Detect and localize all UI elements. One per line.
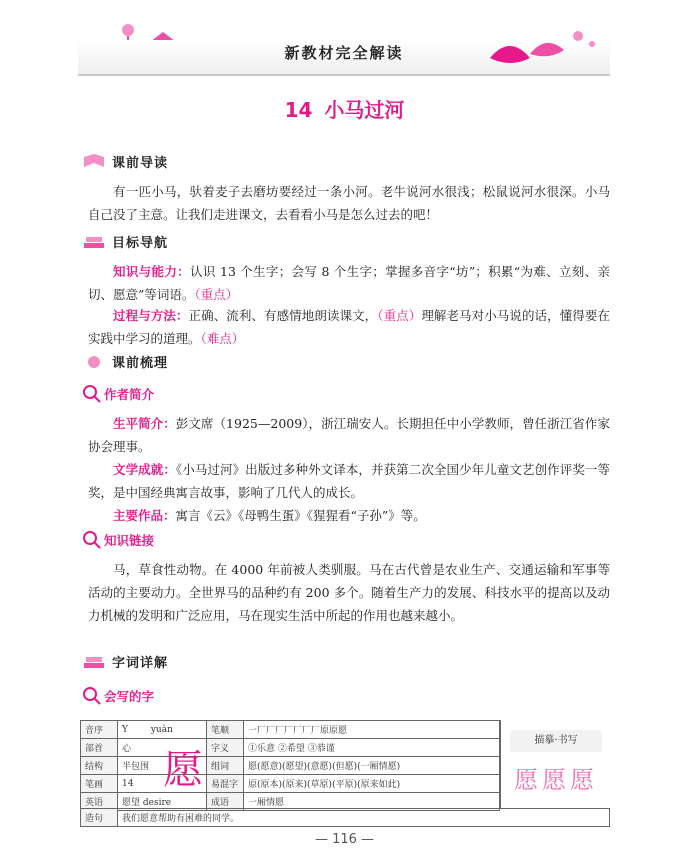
character-card — [80, 720, 610, 826]
author-achievement — [88, 458, 610, 504]
books-stack-icon — [82, 653, 106, 671]
practice-box — [500, 720, 611, 808]
sentence-row — [80, 808, 610, 827]
section-label: 课前导读 — [112, 156, 169, 171]
goal-knowledge-mark: （重点） — [194, 287, 239, 302]
confuse-value: 原(原本)(原来)(草原)(平原)(原来如此) — [244, 775, 500, 793]
lesson-title — [0, 94, 689, 123]
compound-key: 组词 — [207, 757, 244, 775]
bird-decoration-icon — [460, 18, 610, 74]
target-character: 愿 — [163, 747, 203, 793]
page-header — [78, 18, 610, 74]
goal-process-mark-1: （重点） — [377, 308, 422, 323]
section-label: 课前梳理 — [112, 356, 169, 371]
author-bio — [88, 412, 610, 458]
author-bio-text: 彭文席（1925—2009），浙江瑞安人。长期担任中小学教师，曾任浙江省作家协会理事。 — [88, 416, 610, 454]
sentence-value: 我们愿意帮助有困难的同学。 — [118, 809, 610, 827]
subsection-author — [82, 384, 154, 404]
goal-process — [88, 304, 610, 350]
sparkle-icon — [82, 353, 106, 371]
strokes-key: 笔画 — [81, 775, 118, 793]
goal-knowledge-label: 知识与能力： — [113, 264, 191, 279]
books-stack-icon — [82, 233, 106, 251]
page-number: — 116 — — [314, 832, 375, 847]
structure-key: 结构 — [81, 757, 118, 775]
english-key: 英语 — [81, 793, 118, 811]
subsection-label: 作者简介 — [104, 387, 155, 402]
knowledge-paragraph: 马，草食性动物。在 4000 年前被人类驯服。马在古代曾是农业生产、交通运输和军事等活动的主要动力。全世界马的品种约有 200 多个。随着生产力的发展、科技水平的提高以及动力机械的发明和广泛应用，马在现实生活中所起的作用也越来越小。 — [88, 562, 610, 623]
goal-knowledge-text: 认识 13 个生字；会写 8 个生字；掌握多音字“坊”；积累“为难、立刻、亲切、愿意”等词语。 — [88, 264, 610, 302]
pinyin-value: Y yuàn — [118, 721, 207, 739]
subsection-write-words — [82, 686, 154, 706]
lesson-name: 小马过河 — [324, 98, 405, 122]
compound-value: 愿(愿意)(愿望)(意愿)(但愿)(一厢情愿) — [244, 757, 500, 775]
author-bio-label: 生平简介： — [113, 416, 176, 431]
practice-heading: 描摹·书写 — [510, 730, 602, 752]
magnifier-icon — [82, 530, 102, 550]
lesson-number: 14 — [284, 98, 313, 122]
structure-value: 半包围 — [118, 757, 207, 775]
subsection-label: 会写的字 — [104, 689, 155, 704]
goal-knowledge — [88, 260, 610, 306]
section-label: 目标导航 — [112, 236, 169, 251]
subsection-knowledge — [82, 530, 154, 550]
confuse-key: 易混字 — [207, 775, 244, 793]
section-label: 字词详解 — [112, 656, 169, 671]
idiom-value: 一厢情愿 — [244, 793, 500, 811]
author-works-label: 主要作品： — [113, 508, 176, 523]
pre-read-paragraph: 有一匹小马，驮着麦子去磨坊要经过一条小河。老牛说河水很浅；松鼠说河水很深。小马自己没了主意。让我们走进课文，去看看小马是怎么过去的吧！ — [88, 184, 610, 222]
goal-process-text-2: 理解老马对小马说的话，懂得要在实践中学习的道理。 — [88, 308, 610, 346]
strokes-value: 14 — [118, 775, 207, 793]
goal-process-label: 过程与方法： — [113, 308, 189, 323]
author-works-text: 寓言《云》《母鸭生蛋》《猩猩看“子孙”》等。 — [175, 508, 426, 523]
goal-process-text-1: 正确、流利、有感情地朗读课文， — [188, 308, 378, 323]
subsection-label: 知识链接 — [104, 533, 155, 548]
author-works — [88, 504, 610, 527]
section-words — [82, 652, 168, 671]
pinyin-key: 音序 — [81, 721, 118, 739]
author-achievement-text: 《小马过河》出版过多种外文译本，并获第二次全国少年儿童文艺创作评奖一等奖，是中国经典寓言故事，影响了几代人的成长。 — [88, 462, 610, 500]
magnifier-icon — [82, 384, 102, 404]
section-goals — [82, 232, 168, 251]
order-value: 一厂厂厂厂厂厂厂原原愿 — [244, 721, 500, 739]
meaning-key: 字义 — [207, 739, 244, 757]
section-pre-read — [82, 152, 168, 171]
character-table — [80, 720, 500, 811]
order-key: 笔顺 — [207, 721, 244, 739]
practice-characters: 愿愿愿 — [514, 766, 598, 794]
goal-process-mark-2: （难点） — [200, 331, 245, 346]
meaning-value: ①乐意 ②希望 ③恭谨 — [244, 739, 500, 757]
author-achievement-label: 文学成就： — [113, 462, 176, 477]
header-title: 新教材完全解读 — [284, 44, 404, 62]
radical-key: 部首 — [81, 739, 118, 757]
magnifier-icon — [82, 686, 102, 706]
radical-value: 心 — [118, 739, 207, 757]
english-value: 愿望 desire — [118, 793, 207, 811]
book-icon — [82, 153, 106, 171]
idiom-key: 成语 — [207, 793, 244, 811]
section-comb — [82, 352, 168, 371]
sentence-key: 造句 — [81, 809, 118, 827]
